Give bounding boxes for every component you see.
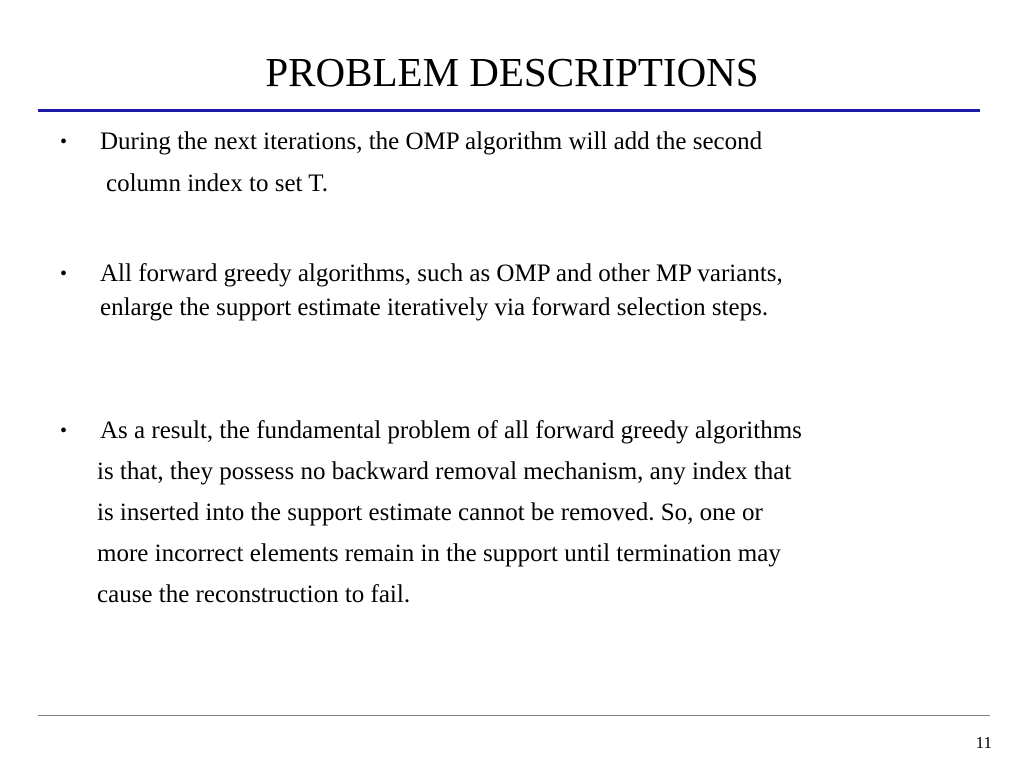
slide-title: PROBLEM DESCRIPTIONS	[265, 49, 759, 95]
bullet-3-line-1: As a result, the fundamental problem of all forward greedy algorithms	[100, 417, 802, 444]
bullet-marker: •	[60, 131, 68, 153]
bullet-3-line-5: cause the reconstruction to fail.	[97, 581, 411, 608]
page-number: 11	[975, 733, 992, 752]
bullet-2-line-1: All forward greedy algorithms, such as OMP and other MP variants,	[100, 260, 783, 287]
bullet-3-line-3: is inserted into the support estimate cannot be removed. So, one or	[97, 499, 763, 526]
footer-divider	[38, 715, 990, 716]
bullet-3-line-4: more incorrect elements remain in the support until termination may	[97, 540, 781, 567]
bullet-marker: •	[60, 263, 68, 285]
bullet-2-line-2: enlarge the support estimate iteratively via forward selection steps.	[100, 294, 769, 321]
bullet-1-line-2: column index to set T.	[106, 170, 328, 197]
bullet-marker: •	[60, 420, 68, 442]
title-divider	[38, 109, 980, 112]
bullet-3-line-2: is that, they possess no backward removal mechanism, any index that	[97, 458, 792, 485]
bullet-1-line-1: During the next iterations, the OMP algorithm will add the second	[100, 128, 763, 155]
